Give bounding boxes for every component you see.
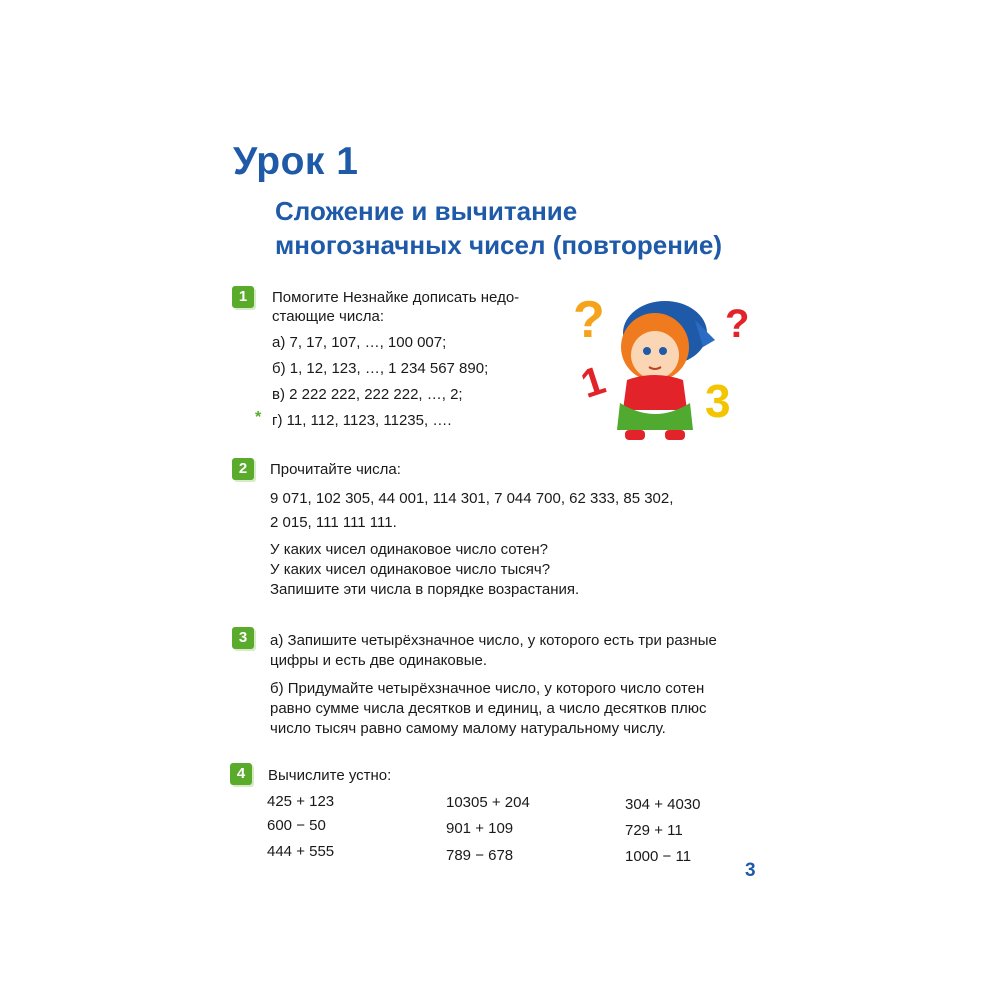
exercise-2-badge: 2 <box>232 458 254 480</box>
exercise-3-part-b-line-1: б) Придумайте четырёхзначное число, у которого число сотен <box>270 680 705 697</box>
calc-expression: 425 + 123 <box>267 793 335 810</box>
exercise-3-part-b-line-2: равно сумме числа десятков и единиц, а число десятков плюс <box>270 700 707 717</box>
lesson-subtitle <box>275 194 722 262</box>
exercise-1-item-b: б) 1, 12, 123, …, 1 234 567 890; <box>272 360 489 377</box>
exercise-3-part-a-line-1: а) Запишите четырёхзначное число, у которого есть три разные <box>270 632 717 649</box>
exercise-1-intro-line-1: Помогите Незнайке дописать недо- <box>272 289 520 306</box>
calc-expression: 600 − 50 <box>267 817 326 834</box>
exercise-1-item-d: г) 11, 112, 1123, 11235, …. <box>272 412 452 429</box>
boy-illustration <box>565 285 755 450</box>
exercise-2-question-2: У каких чисел одинаковое число тысяч? <box>270 561 551 578</box>
eye-right-icon <box>659 347 667 355</box>
calc-expression: 901 + 109 <box>446 820 514 837</box>
question-mark-red-icon: ? <box>725 302 750 346</box>
calc-expression: 304 + 4030 <box>625 796 701 813</box>
calc-expression: 444 + 555 <box>267 843 335 860</box>
exercise-2-question-1: У каких чисел одинаковое число сотен? <box>270 541 548 558</box>
exercise-2-question-3: Запишите эти числа в порядке возрастания. <box>270 581 580 598</box>
exercise-2-numbers-line-1: 9 071, 102 305, 44 001, 114 301, 7 044 700, 62 333, 85 302, <box>270 490 674 507</box>
subtitle-line-2: многозначных чисел (повторение) <box>275 230 723 260</box>
shirt-icon <box>623 375 687 410</box>
exercise-4-intro: Вычислите устно: <box>268 767 392 784</box>
subtitle-line-1: Сложение и вычитание <box>275 196 578 226</box>
exercise-1-intro-line-2: стающие числа: <box>272 308 384 325</box>
calc-expression: 789 − 678 <box>446 847 514 864</box>
exercise-2-intro: Прочитайте числа: <box>270 461 401 478</box>
exercise-4-badge: 4 <box>230 763 252 785</box>
calc-expression: 729 + 11 <box>625 822 683 839</box>
digit-one-icon: 1 <box>575 358 611 407</box>
exercise-3-part-b-line-3: число тысяч равно самому малому натуральному числу. <box>270 720 666 737</box>
exercise-3-part-a-line-2: цифры и есть две одинаковые. <box>270 652 488 669</box>
shoe-right-icon <box>665 430 685 440</box>
exercise-1-badge: 1 <box>232 286 254 308</box>
question-mark-orange-icon: ? <box>573 291 605 349</box>
shoe-left-icon <box>625 430 645 440</box>
calc-expression: 1000 − 11 <box>625 848 692 865</box>
exercise-1-item-a: а) 7, 17, 107, …, 100 007; <box>272 334 447 351</box>
page-number: 3 <box>745 860 756 881</box>
exercise-2-numbers-line-2: 2 015, 111 111 111. <box>270 514 397 531</box>
difficulty-star-icon: * <box>255 409 262 426</box>
lesson-title: Урок 1 <box>233 140 359 183</box>
calc-expression: 10305 + 204 <box>446 794 530 811</box>
eye-left-icon <box>643 347 651 355</box>
exercise-1-item-c: в) 2 222 222, 222 222, …, 2; <box>272 386 463 403</box>
face-icon <box>631 331 679 379</box>
digit-three-icon: 3 <box>705 375 731 427</box>
exercise-3-badge: 3 <box>232 627 254 649</box>
